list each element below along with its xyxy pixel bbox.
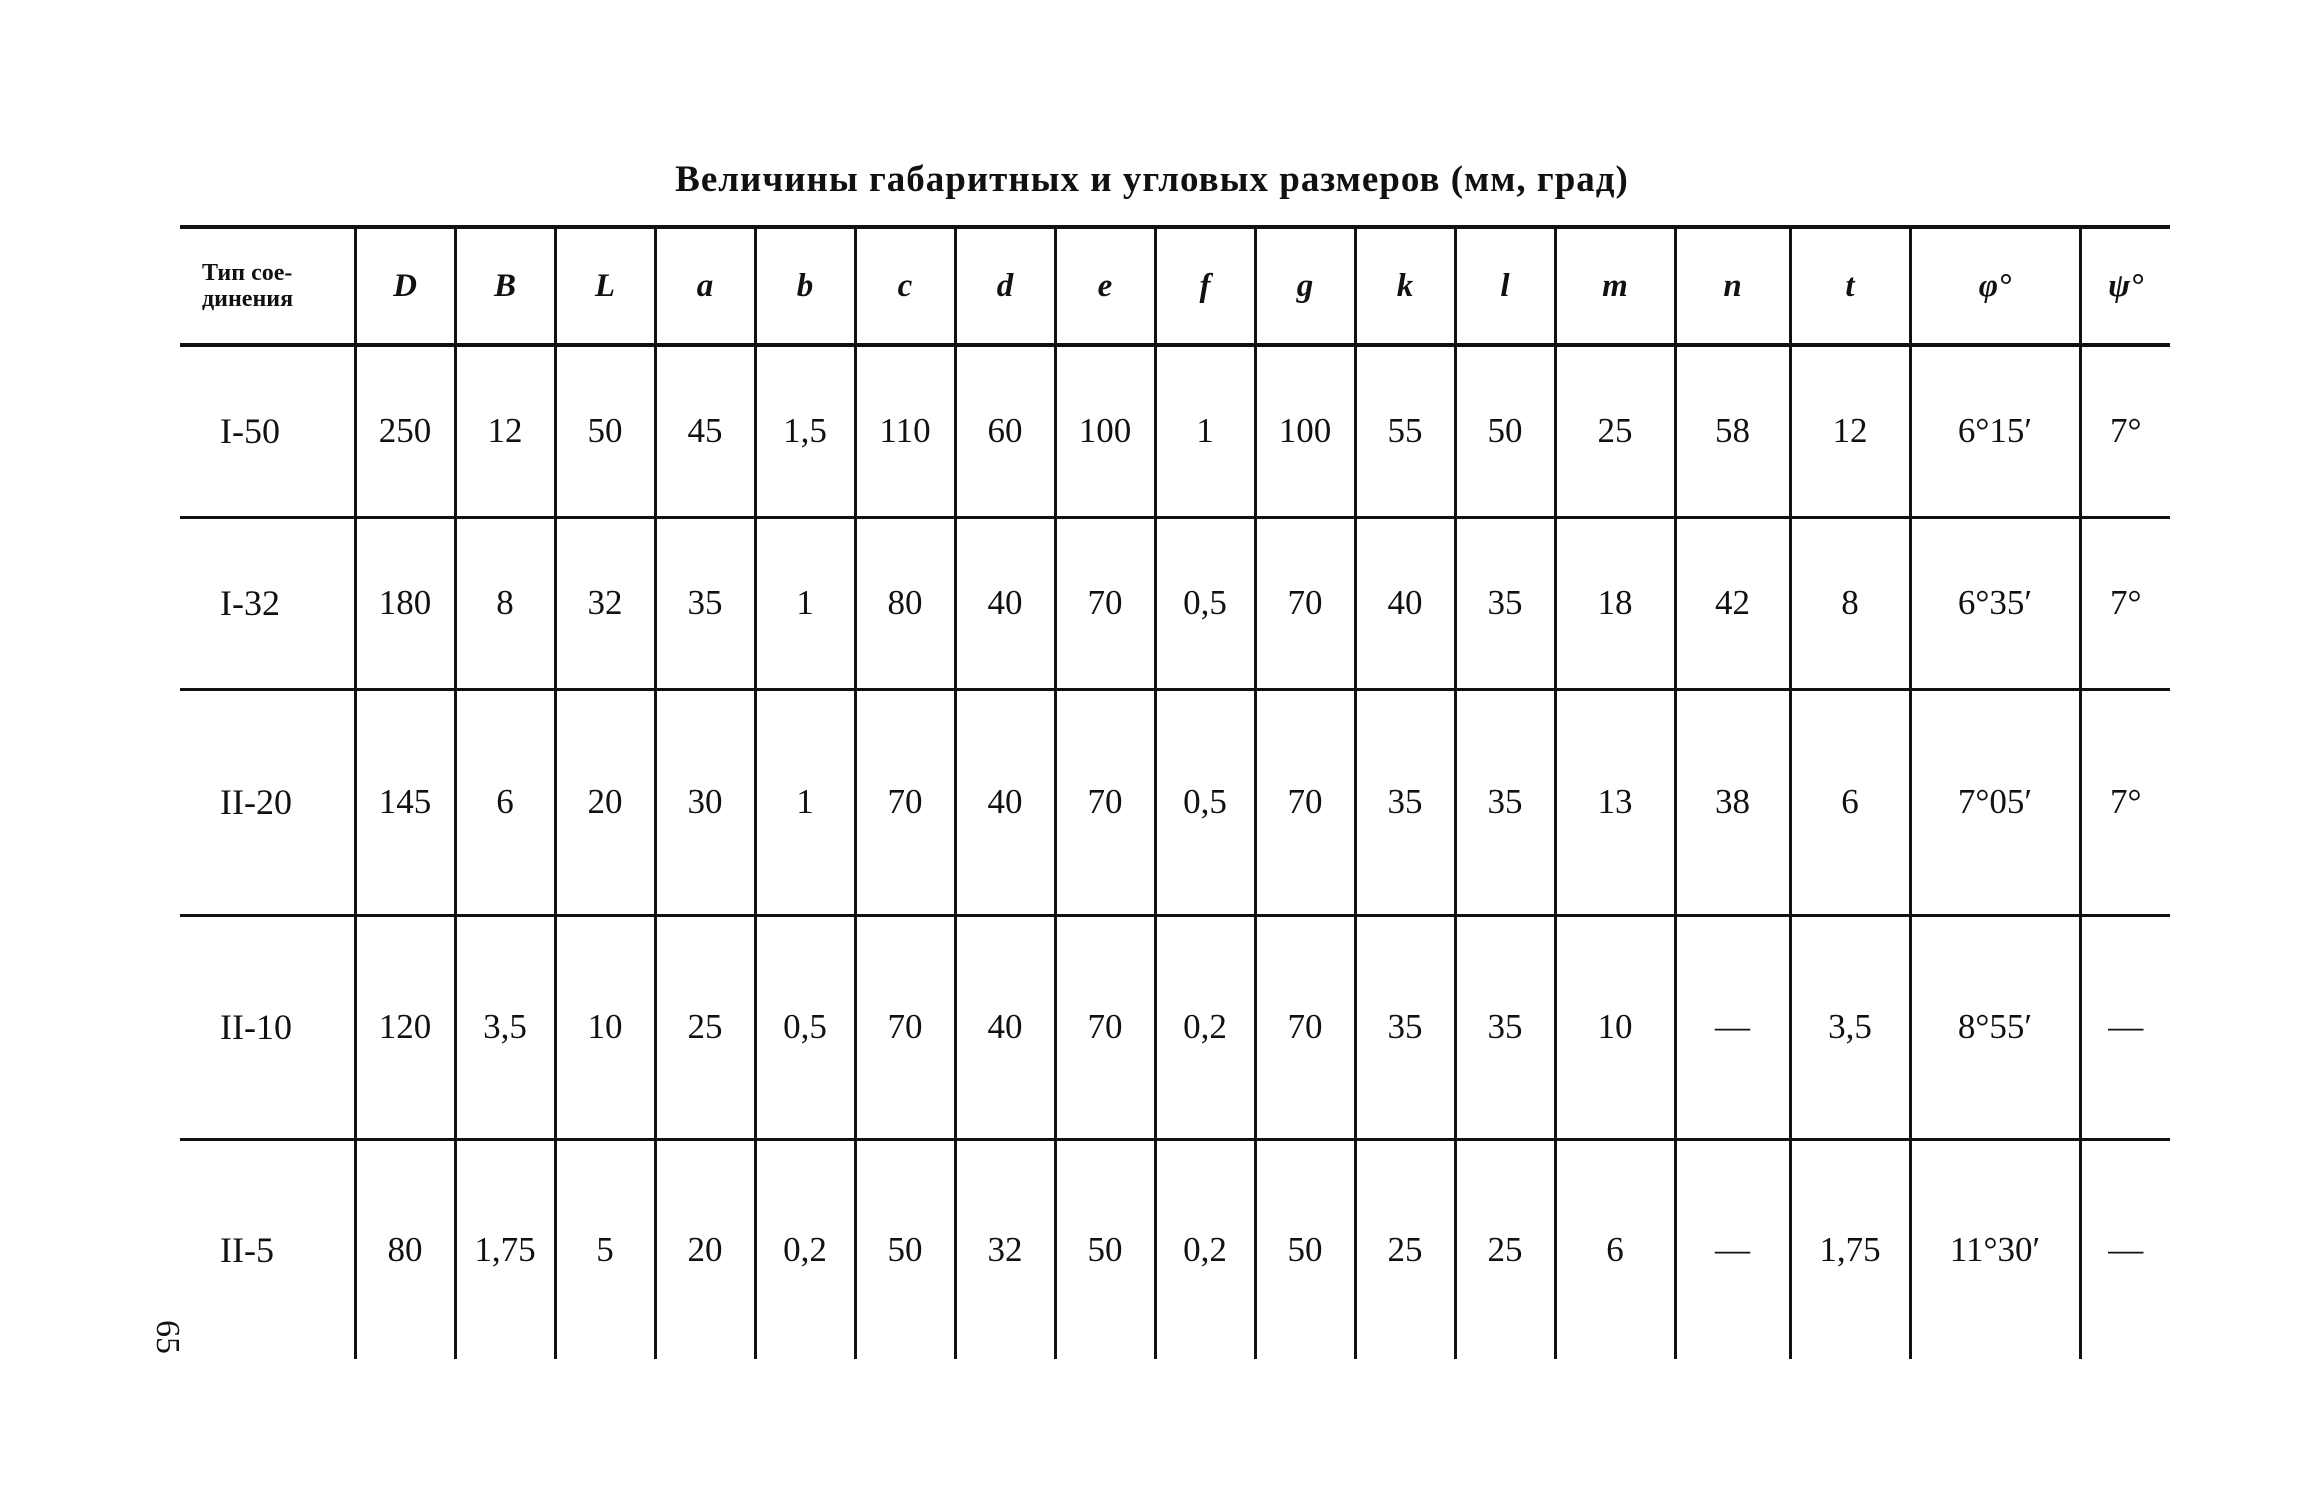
table-cell: 25 (1355, 1139, 1455, 1359)
table-cell: 40 (955, 915, 1055, 1139)
table-cell: 35 (1455, 517, 1555, 689)
table-row (180, 345, 2170, 517)
table-cell: 25 (655, 915, 755, 1139)
table-row (180, 915, 2170, 1139)
table-cell: 18 (1555, 517, 1675, 689)
column-header-type (180, 227, 355, 345)
dimensions-table (180, 225, 2170, 1359)
table-title: Величины габаритных и угловых размеров (мм, град) (675, 159, 1629, 200)
table-cell: 250 (355, 345, 455, 517)
table-cell: 25 (1555, 345, 1675, 517)
table-cell: 50 (1455, 345, 1555, 517)
table-cell: 8 (455, 517, 555, 689)
table-cell: 38 (1675, 689, 1790, 915)
table-cell: 6°15′ (1910, 345, 2080, 517)
table-cell: 0,2 (1155, 915, 1255, 1139)
table-cell: 50 (1255, 1139, 1355, 1359)
table-cell: 35 (1355, 915, 1455, 1139)
table-cell: — (2080, 915, 2170, 1139)
table-cell: 6 (1790, 689, 1910, 915)
table-row (180, 689, 2170, 915)
table-cell: 3,5 (455, 915, 555, 1139)
table-cell: 40 (1355, 517, 1455, 689)
column-header-type-line1: Тип сое- (202, 260, 293, 286)
column-header: D (355, 227, 455, 345)
table-cell: 7°05′ (1910, 689, 2080, 915)
column-header: t (1790, 227, 1910, 345)
table-cell: 13 (1555, 689, 1675, 915)
table-cell: 50 (555, 345, 655, 517)
table-cell: 0,2 (1155, 1139, 1255, 1359)
table-cell: 1,75 (455, 1139, 555, 1359)
table-row (180, 1139, 2170, 1359)
table-cell: 70 (1055, 517, 1155, 689)
table-cell: 7° (2080, 345, 2170, 517)
table-cell: 0,2 (755, 1139, 855, 1359)
table-cell: 20 (555, 689, 655, 915)
table-cell-type: II-5 (220, 1229, 274, 1270)
table-cell: 110 (855, 345, 955, 517)
table-cell: — (1675, 915, 1790, 1139)
table-cell: 8 (1790, 517, 1910, 689)
table-cell: 100 (1255, 345, 1355, 517)
table-cell: 80 (355, 1139, 455, 1359)
column-header: ψ° (2080, 227, 2170, 345)
table-cell: 1 (755, 689, 855, 915)
table-cell: 12 (455, 345, 555, 517)
table-cell: 100 (1055, 345, 1155, 517)
table-cell: 120 (355, 915, 455, 1139)
table-cell: — (2080, 1139, 2170, 1359)
table-cell: 45 (655, 345, 755, 517)
table-cell: 35 (1355, 689, 1455, 915)
table-cell: 7° (2080, 689, 2170, 915)
table-cell: 50 (1055, 1139, 1155, 1359)
table-cell: 10 (555, 915, 655, 1139)
page-number: 65 (149, 1320, 186, 1354)
table-cell: 0,5 (755, 915, 855, 1139)
table-cell: 32 (555, 517, 655, 689)
table-cell: 10 (1555, 915, 1675, 1139)
table-cell: 40 (955, 689, 1055, 915)
table-cell-type: II-10 (220, 1007, 292, 1047)
table-cell: 35 (1455, 689, 1555, 915)
column-header: k (1355, 227, 1455, 345)
column-header: g (1255, 227, 1355, 345)
table-cell: 5 (555, 1139, 655, 1359)
column-header: B (455, 227, 555, 345)
table-cell: 35 (1455, 915, 1555, 1139)
table-cell: 12 (1790, 345, 1910, 517)
table-cell: 70 (855, 689, 955, 915)
column-header: d (955, 227, 1055, 345)
table-cell-type: I-32 (220, 583, 280, 623)
column-header: c (855, 227, 955, 345)
table-cell: 70 (1255, 689, 1355, 915)
column-header: b (755, 227, 855, 345)
column-header: φ° (1910, 227, 2080, 345)
table-cell: 1 (755, 517, 855, 689)
table-cell: 70 (1255, 517, 1355, 689)
table-cell: 1,5 (755, 345, 855, 517)
table-cell: 32 (955, 1139, 1055, 1359)
table-cell: 0,5 (1155, 517, 1255, 689)
table-cell: 55 (1355, 345, 1455, 517)
table-cell: 7° (2080, 517, 2170, 689)
table-cell: 1 (1155, 345, 1255, 517)
column-header-type-line2: динения (202, 286, 294, 312)
table-cell: 35 (655, 517, 755, 689)
table-cell: 8°55′ (1910, 915, 2080, 1139)
table-cell: 6 (1555, 1139, 1675, 1359)
table-cell: 3,5 (1790, 915, 1910, 1139)
column-header: f (1155, 227, 1255, 345)
table-cell: 180 (355, 517, 455, 689)
column-header: n (1675, 227, 1790, 345)
table-cell-type: II-20 (220, 782, 292, 822)
table-cell: 70 (1255, 915, 1355, 1139)
header-row (180, 227, 2170, 345)
table-cell: 60 (955, 345, 1055, 517)
table-cell: 1,75 (1790, 1139, 1910, 1359)
table-cell: 42 (1675, 517, 1790, 689)
column-header: l (1455, 227, 1555, 345)
table-cell: 25 (1455, 1139, 1555, 1359)
table-cell: 80 (855, 517, 955, 689)
table-cell: 70 (1055, 689, 1155, 915)
table-cell: 145 (355, 689, 455, 915)
table-cell: 20 (655, 1139, 755, 1359)
table-cell-type: I-50 (220, 411, 280, 452)
table-cell: 58 (1675, 345, 1790, 517)
table-cell: 11°30′ (1910, 1139, 2080, 1359)
table-cell: 6°35′ (1910, 517, 2080, 689)
table-cell: 70 (855, 915, 955, 1139)
table-row (180, 517, 2170, 689)
table-cell: 6 (455, 689, 555, 915)
table-cell: 0,5 (1155, 689, 1255, 915)
table-cell: 30 (655, 689, 755, 915)
table-cell: 70 (1055, 915, 1155, 1139)
column-header: L (555, 227, 655, 345)
column-header: m (1555, 227, 1675, 345)
table-cell: — (1675, 1139, 1790, 1359)
table-cell: 40 (955, 517, 1055, 689)
table-cell: 50 (855, 1139, 955, 1359)
column-header: a (655, 227, 755, 345)
column-header: e (1055, 227, 1155, 345)
